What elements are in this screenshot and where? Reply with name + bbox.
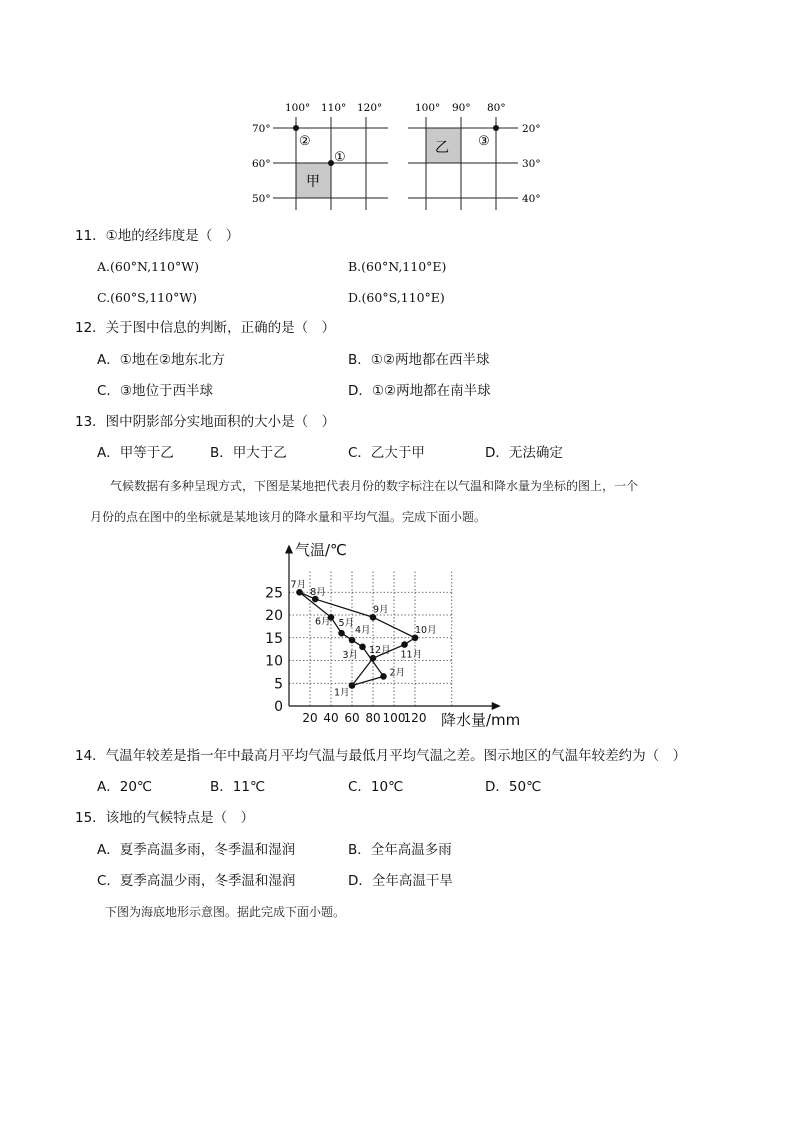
lat-lon-grid-figure <box>245 95 555 220</box>
shaded-label-yi: 乙 <box>435 140 449 156</box>
marker-3-label: ③ <box>478 134 490 149</box>
question-11-stem: 11．①地的经纬度是（ ） <box>75 228 240 244</box>
right-lat-label-2: 30° <box>522 158 541 170</box>
chart-point-2 <box>380 673 387 680</box>
chart-point-1 <box>349 682 356 689</box>
right-lon-label-2: 90° <box>452 102 471 114</box>
chart-point-5 <box>338 630 345 637</box>
chart-point-label-5: 5月 <box>338 618 355 630</box>
q13-option-c[interactable]: C．乙大于甲 <box>348 445 425 461</box>
climate-intro-line-1: 气候数据有多种呈现方式，下图是某地把代表月份的数字标注在以气温和降水量为坐标的图上，一个 <box>110 479 639 493</box>
left-lat-label-2: 60° <box>252 158 271 170</box>
climate-intro-line-2: 月份的点在图中的坐标就是某地该月的降水量和平均气温。完成下面小题。 <box>90 510 487 524</box>
q14-option-a[interactable]: A．20℃ <box>97 779 153 795</box>
left-lat-label-3: 50° <box>252 193 271 205</box>
chart-point-label-3: 3月 <box>342 649 359 661</box>
q11-option-a[interactable]: A.(60°N,110°W) <box>97 259 199 274</box>
seafloor-intro: 下图为海底地形示意图。据此完成下面小题。 <box>105 905 346 919</box>
right-lon-label-3: 80° <box>487 102 506 114</box>
right-lon-label-1: 100° <box>415 102 441 114</box>
x-axis-arrow <box>492 702 501 710</box>
q13-option-b[interactable]: B．甲大于乙 <box>210 445 287 461</box>
chart-point-4 <box>349 637 356 644</box>
shaded-label-jia: 甲 <box>306 174 320 190</box>
q11-option-c[interactable]: C.(60°S,110°W) <box>97 290 198 305</box>
marker-2-label: ② <box>299 134 311 149</box>
y-tick-label-5: 25 <box>265 585 283 602</box>
chart-point-label-8: 8月 <box>310 587 326 599</box>
x-tick-label-2: 60 <box>344 711 360 725</box>
chart-point-label-11: 11月 <box>400 649 423 661</box>
chart-point-label-4: 4月 <box>355 625 371 637</box>
left-lat-label-1: 70° <box>252 123 271 135</box>
chart-point-11 <box>401 641 408 648</box>
q14-option-d[interactable]: D．50℃ <box>485 779 542 795</box>
point-2-dot <box>293 125 299 131</box>
q11-option-d[interactable]: D.(60°S,110°E) <box>348 290 445 305</box>
chart-point-label-7: 7月 <box>290 579 307 591</box>
right-grid <box>408 117 518 210</box>
q15-option-c[interactable]: C．夏季高温少雨，冬季温和湿润 <box>97 873 296 889</box>
question-12-stem: 12．关于图中信息的判断，正确的是（ ） <box>75 320 336 336</box>
climate-scatter-chart <box>265 535 535 730</box>
q15-option-d[interactable]: D．全年高温干旱 <box>348 873 453 889</box>
q14-option-c[interactable]: C．10℃ <box>348 779 404 795</box>
q12-option-c[interactable]: C．③地位于西半球 <box>97 383 214 399</box>
y-tick-label-3: 15 <box>265 630 283 647</box>
y-tick-label-0: 0 <box>274 699 283 715</box>
q14-option-b[interactable]: B．11℃ <box>210 779 266 795</box>
marker-1-label: ① <box>334 150 346 165</box>
question-14-stem: 14．气温年较差是指一年中最高月平均气温与最低月平均气温之差。图示地区的气温年较差约为（ ） <box>75 748 687 764</box>
q15-option-b[interactable]: B．全年高温多雨 <box>348 842 452 858</box>
q12-option-b[interactable]: B．①②两地都在西半球 <box>348 352 490 368</box>
q15-option-a[interactable]: A．夏季高温多雨，冬季温和湿润 <box>97 842 296 858</box>
chart-point-label-10: 10月 <box>415 624 437 636</box>
x-tick-label-0: 20 <box>302 711 318 725</box>
chart-x-axis-title: 降水量/mm <box>441 711 521 729</box>
y-tick-label-2: 10 <box>265 653 283 670</box>
x-tick-label-5: 120 <box>403 711 427 725</box>
chart-point-label-2: 2月 <box>389 667 406 679</box>
chart-point-label-9: 9月 <box>373 604 389 616</box>
x-tick-label-3: 80 <box>365 711 381 725</box>
chart-y-axis-title: 气温/℃ <box>295 541 347 559</box>
question-13-stem: 13．图中阴影部分实地面积的大小是（ ） <box>75 414 336 430</box>
x-tick-label-4: 100 <box>382 711 406 725</box>
question-15-stem: 15．该地的气候特点是（ ） <box>75 810 255 826</box>
y-axis-arrow <box>285 545 293 554</box>
q12-option-d[interactable]: D．①②两地都在南半球 <box>348 383 491 399</box>
right-lat-label-1: 20° <box>522 123 541 135</box>
x-tick-label-1: 40 <box>323 711 339 725</box>
chart-point-label-12: 12月 <box>369 645 391 657</box>
q13-option-d[interactable]: D．无法确定 <box>485 445 563 461</box>
q13-option-a[interactable]: A．甲等于乙 <box>97 445 174 461</box>
left-lon-label-3: 120° <box>357 102 383 114</box>
q11-option-b[interactable]: B.(60°N,110°E) <box>348 259 447 274</box>
chart-point-3 <box>359 644 366 651</box>
right-lat-label-3: 40° <box>522 193 541 205</box>
q12-option-a[interactable]: A．①地在②地东北方 <box>97 352 225 368</box>
left-lon-label-2: 110° <box>321 102 347 114</box>
y-tick-label-4: 20 <box>265 608 283 624</box>
chart-point-label-1: 1月 <box>334 687 350 699</box>
chart-point-label-6: 6月 <box>315 616 331 628</box>
point-3-dot <box>493 125 499 131</box>
y-tick-label-1: 5 <box>274 676 283 693</box>
left-lon-label-1: 100° <box>285 102 311 114</box>
